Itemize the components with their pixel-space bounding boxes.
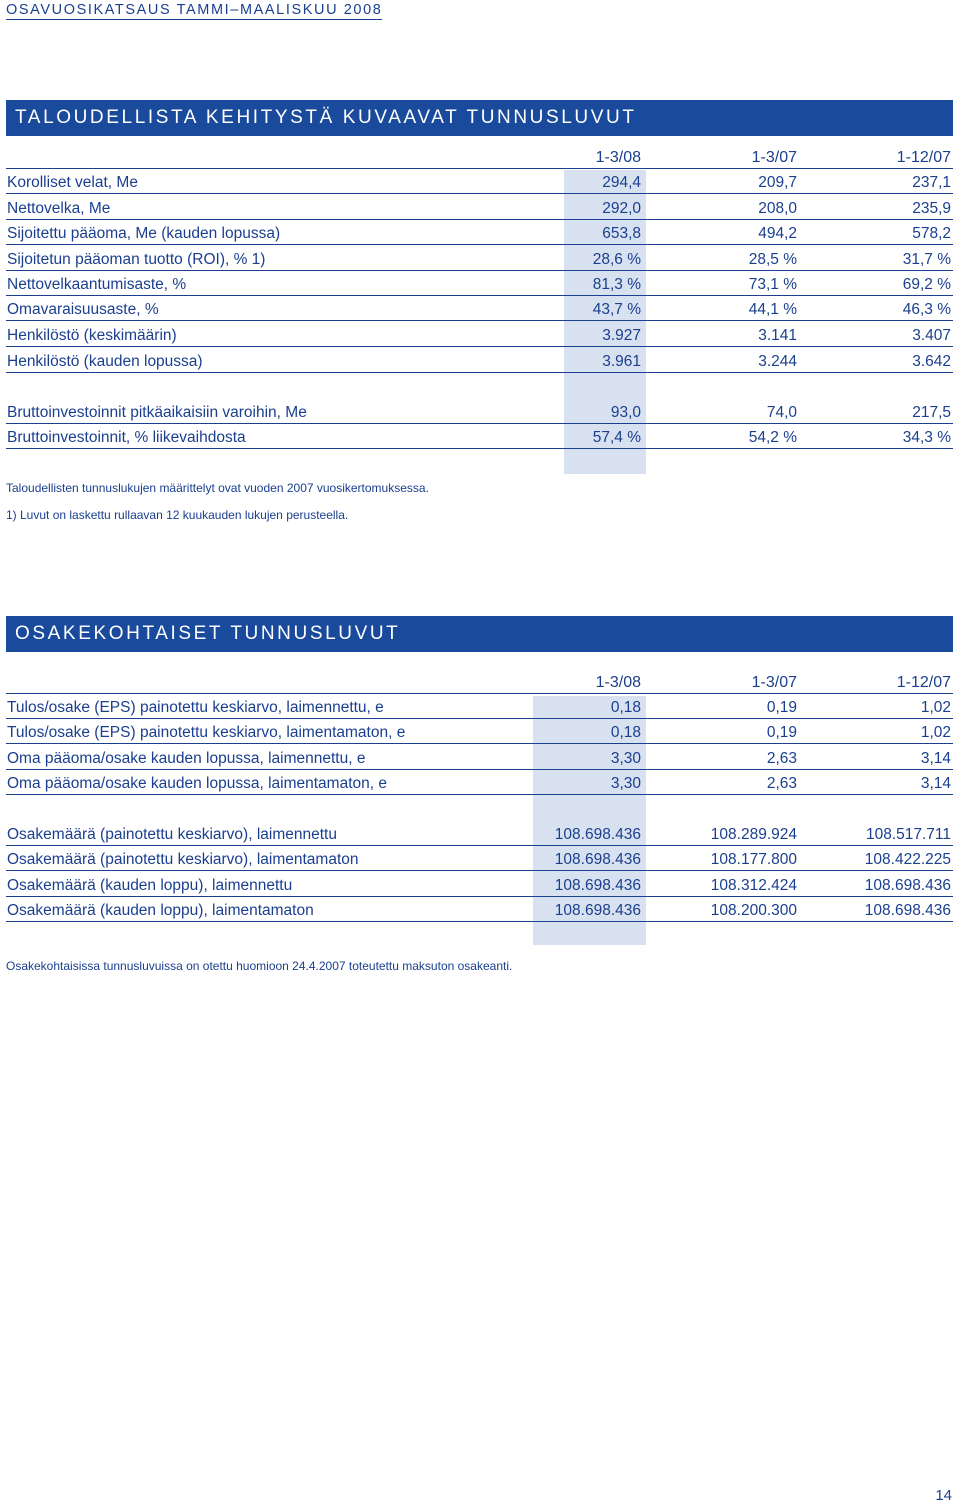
table-row bbox=[6, 325, 953, 347]
cell-value: 28,5 % bbox=[748, 251, 797, 268]
cell-value: 3,14 bbox=[920, 775, 951, 792]
table-row bbox=[6, 849, 953, 871]
row-label: Nettovelka, Me bbox=[7, 200, 111, 217]
cell-value: 294,4 bbox=[602, 174, 641, 191]
cell-value: 108.517.711 bbox=[865, 826, 951, 843]
cell-value: 108.422.225 bbox=[864, 851, 951, 868]
cell-value: 43,7 % bbox=[592, 301, 641, 318]
row-label: Bruttoinvestoinnit, % liikevaihdosta bbox=[7, 429, 246, 446]
row-label: Sijoitettu pääoma, Me (kauden lopussa) bbox=[7, 225, 281, 242]
footnote: Osakekohtaisissa tunnusluvuissa on otettu huomioon 24.4.2007 toteutettu maksuton osakeanti. bbox=[6, 959, 513, 973]
cell-value: 1,02 bbox=[920, 699, 951, 716]
cell-value: 73,1 % bbox=[748, 276, 797, 293]
cell-value: 108.698.436 bbox=[864, 902, 951, 919]
table-row bbox=[6, 402, 953, 424]
cell-value: 0,19 bbox=[766, 699, 797, 716]
cell-value: 0,18 bbox=[610, 724, 641, 741]
cell-value: 0,19 bbox=[766, 724, 797, 741]
footnote: 1) Luvut on laskettu rullaavan 12 kuukauden lukujen perusteella. bbox=[6, 508, 349, 522]
cell-value: 237,1 bbox=[912, 174, 951, 191]
cell-value: 108.200.300 bbox=[710, 902, 797, 919]
cell-value: 74,0 bbox=[766, 404, 797, 421]
table-row bbox=[6, 351, 953, 373]
row-label: Henkilöstö (keskimäärin) bbox=[7, 327, 177, 344]
row-label: Tulos/osake (EPS) painotettu keskiarvo, laimentamaton, e bbox=[7, 724, 406, 741]
row-label: Sijoitetun pääoman tuotto (ROI), % 1) bbox=[7, 251, 266, 268]
row-label: Osakemäärä (painotettu keskiarvo), laimentamaton bbox=[7, 851, 359, 868]
cell-value: 69,2 % bbox=[902, 276, 951, 293]
cell-value: 1,02 bbox=[920, 724, 951, 741]
cell-value: 494,2 bbox=[758, 225, 797, 242]
cell-value: 34,3 % bbox=[902, 429, 951, 446]
cell-value: 3,14 bbox=[920, 750, 951, 767]
cell-value: 54,2 % bbox=[748, 429, 797, 446]
table-row bbox=[6, 697, 953, 719]
row-label: Osakemäärä (painotettu keskiarvo), laimennettu bbox=[7, 826, 337, 843]
cell-value: 3.141 bbox=[758, 327, 797, 344]
column-header: 1-12/07 bbox=[896, 149, 951, 166]
cell-value: 235,9 bbox=[912, 200, 951, 217]
cell-value: 292,0 bbox=[602, 200, 641, 217]
table-row bbox=[6, 299, 953, 321]
column-header: 1-3/08 bbox=[595, 149, 641, 166]
table-row bbox=[6, 198, 953, 220]
cell-value: 108.698.436 bbox=[864, 877, 951, 894]
cell-value: 28,6 % bbox=[592, 251, 641, 268]
cell-value: 0,18 bbox=[610, 699, 641, 716]
row-label: Oma pääoma/osake kauden lopussa, laimentamaton, e bbox=[7, 775, 387, 792]
table-row bbox=[6, 249, 953, 271]
cell-value: 46,3 % bbox=[902, 301, 951, 318]
cell-value: 108.698.436 bbox=[554, 902, 641, 919]
footnote: Taloudellisten tunnuslukujen määrittelyt ovat vuoden 2007 vuosikertomuksessa. bbox=[6, 481, 429, 495]
page-number: 14 bbox=[935, 1487, 952, 1504]
cell-value: 3.407 bbox=[912, 327, 951, 344]
row-label: Omavaraisuusaste, % bbox=[7, 301, 159, 318]
row-label: Korolliset velat, Me bbox=[7, 174, 138, 191]
column-header: 1-12/07 bbox=[896, 674, 951, 691]
cell-value: 3,30 bbox=[610, 775, 641, 792]
section-title-financial-kpis: TALOUDELLISTA KEHITYSTÄ KUVAAVAT TUNNUSLUVUT bbox=[6, 100, 953, 136]
table-header-row bbox=[6, 672, 953, 694]
cell-value: 44,1 % bbox=[748, 301, 797, 318]
column-header: 1-3/07 bbox=[751, 674, 797, 691]
table-row bbox=[6, 722, 953, 744]
cell-value: 3.244 bbox=[758, 353, 797, 370]
cell-value: 57,4 % bbox=[592, 429, 641, 446]
row-label: Osakemäärä (kauden loppu), laimentamaton bbox=[7, 902, 314, 919]
table-row bbox=[6, 172, 953, 194]
cell-value: 209,7 bbox=[758, 174, 797, 191]
row-label: Osakemäärä (kauden loppu), laimennettu bbox=[7, 877, 293, 894]
table-row bbox=[6, 274, 953, 296]
table-header-row bbox=[6, 147, 953, 169]
row-label: Henkilöstö (kauden lopussa) bbox=[7, 353, 203, 370]
column-header: 1-3/08 bbox=[595, 674, 641, 691]
cell-value: 108.698.436 bbox=[554, 851, 641, 868]
cell-value: 3.961 bbox=[602, 353, 641, 370]
table-row bbox=[6, 875, 953, 897]
table-row bbox=[6, 427, 953, 449]
cell-value: 2,63 bbox=[766, 750, 797, 767]
column-header: 1-3/07 bbox=[751, 149, 797, 166]
cell-value: 81,3 % bbox=[592, 276, 641, 293]
cell-value: 2,63 bbox=[766, 775, 797, 792]
cell-value: 93,0 bbox=[610, 404, 641, 421]
cell-value: 653,8 bbox=[602, 225, 641, 242]
cell-value: 217,5 bbox=[912, 404, 951, 421]
section-title-per-share-kpis: OSAKEKOHTAISET TUNNUSLUVUT bbox=[6, 616, 953, 652]
cell-value: 108.312.424 bbox=[710, 877, 797, 894]
row-label: Bruttoinvestoinnit pitkäaikaisiin varoihin, Me bbox=[7, 404, 307, 421]
cell-value: 108.698.436 bbox=[554, 826, 641, 843]
document-header: OSAVUOSIKATSAUS TAMMI–MAALISKUU 2008 bbox=[6, 2, 383, 18]
table-row bbox=[6, 773, 953, 795]
cell-value: 578,2 bbox=[912, 225, 951, 242]
table-row bbox=[6, 900, 953, 922]
row-label: Nettovelkaantumisaste, % bbox=[7, 276, 187, 293]
cell-value: 208,0 bbox=[758, 200, 797, 217]
table-row bbox=[6, 748, 953, 770]
cell-value: 31,7 % bbox=[902, 251, 951, 268]
cell-value: 3.927 bbox=[602, 327, 641, 344]
cell-value: 3,30 bbox=[610, 750, 641, 767]
table-row bbox=[6, 223, 953, 245]
cell-value: 108.698.436 bbox=[554, 877, 641, 894]
table-row bbox=[6, 824, 953, 846]
row-label: Oma pääoma/osake kauden lopussa, laimennettu, e bbox=[7, 750, 366, 767]
cell-value: 3.642 bbox=[912, 353, 951, 370]
cell-value: 108.289.924 bbox=[710, 826, 797, 843]
row-label: Tulos/osake (EPS) painotettu keskiarvo, laimennettu, e bbox=[7, 699, 384, 716]
cell-value: 108.177.800 bbox=[710, 851, 797, 868]
